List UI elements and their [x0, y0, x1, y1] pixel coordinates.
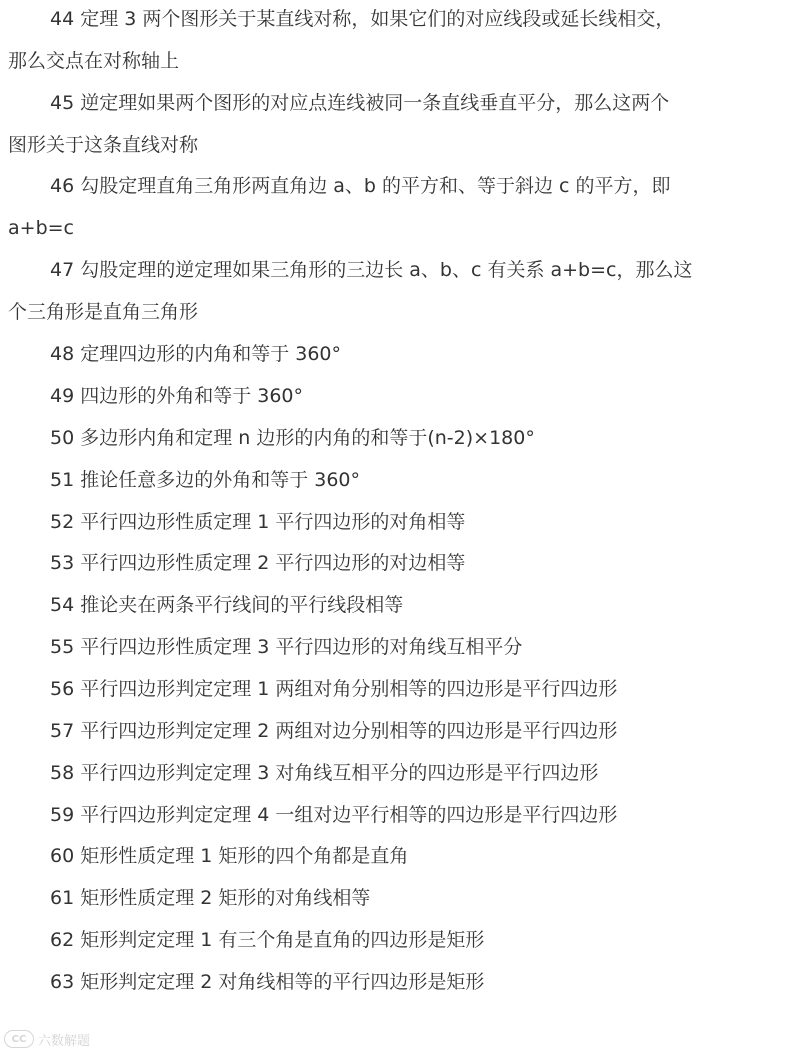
theorem-60: 60 矩形性质定理 1 矩形的四个角都是直角 [50, 845, 409, 867]
theorem-46-line-2: a+b=c [8, 217, 74, 239]
theorem-50: 50 多边形内角和定理 n 边形的内角的和等于(n-2)×180° [50, 427, 535, 449]
theorem-45-line-2: 图形关于这条直线对称 [8, 134, 199, 156]
watermark-logo-icon: CC [4, 1030, 34, 1048]
theorem-48: 48 定理四边形的内角和等于 360° [50, 343, 342, 365]
theorem-45-line-1: 45 逆定理如果两个图形的对应点连线被同一条直线垂直平分，那么这两个 [50, 92, 670, 114]
theorem-55: 55 平行四边形性质定理 3 平行四边形的对角线互相平分 [50, 636, 523, 658]
theorem-44-line-2: 那么交点在对称轴上 [8, 50, 180, 72]
watermark [4, 1028, 90, 1050]
theorem-61: 61 矩形性质定理 2 矩形的对角线相等 [50, 887, 371, 909]
theorem-53: 53 平行四边形性质定理 2 平行四边形的对边相等 [50, 552, 466, 574]
theorem-57: 57 平行四边形判定定理 2 两组对边分别相等的四边形是平行四边形 [50, 720, 618, 742]
theorem-47-line-1: 47 勾股定理的逆定理如果三角形的三边长 a、b、c 有关系 a+b=c，那么这 [50, 259, 693, 281]
watermark-text: 六数解题 [38, 1033, 91, 1049]
theorem-63: 63 矩形判定定理 2 对角线相等的平行四边形是矩形 [50, 971, 485, 993]
theorem-62: 62 矩形判定定理 1 有三个角是直角的四边形是矩形 [50, 929, 485, 951]
theorem-49: 49 四边形的外角和等于 360° [50, 385, 304, 407]
theorem-51: 51 推论任意多边的外角和等于 360° [50, 469, 361, 491]
theorem-52: 52 平行四边形性质定理 1 平行四边形的对角相等 [50, 511, 466, 533]
theorem-58: 58 平行四边形判定定理 3 对角线互相平分的四边形是平行四边形 [50, 762, 599, 784]
theorem-56: 56 平行四边形判定定理 1 两组对角分别相等的四边形是平行四边形 [50, 678, 618, 700]
theorem-44-line-1: 44 定理 3 两个图形关于某直线对称，如果它们的对应线段或延长线相交， [50, 8, 675, 30]
theorem-46-line-1: 46 勾股定理直角三角形两直角边 a、b 的平方和、等于斜边 c 的平方，即 [50, 175, 671, 197]
theorem-47-line-2: 个三角形是直角三角形 [8, 301, 199, 323]
theorem-54: 54 推论夹在两条平行线间的平行线段相等 [50, 594, 404, 616]
theorem-59: 59 平行四边形判定定理 4 一组对边平行相等的四边形是平行四边形 [50, 804, 618, 826]
